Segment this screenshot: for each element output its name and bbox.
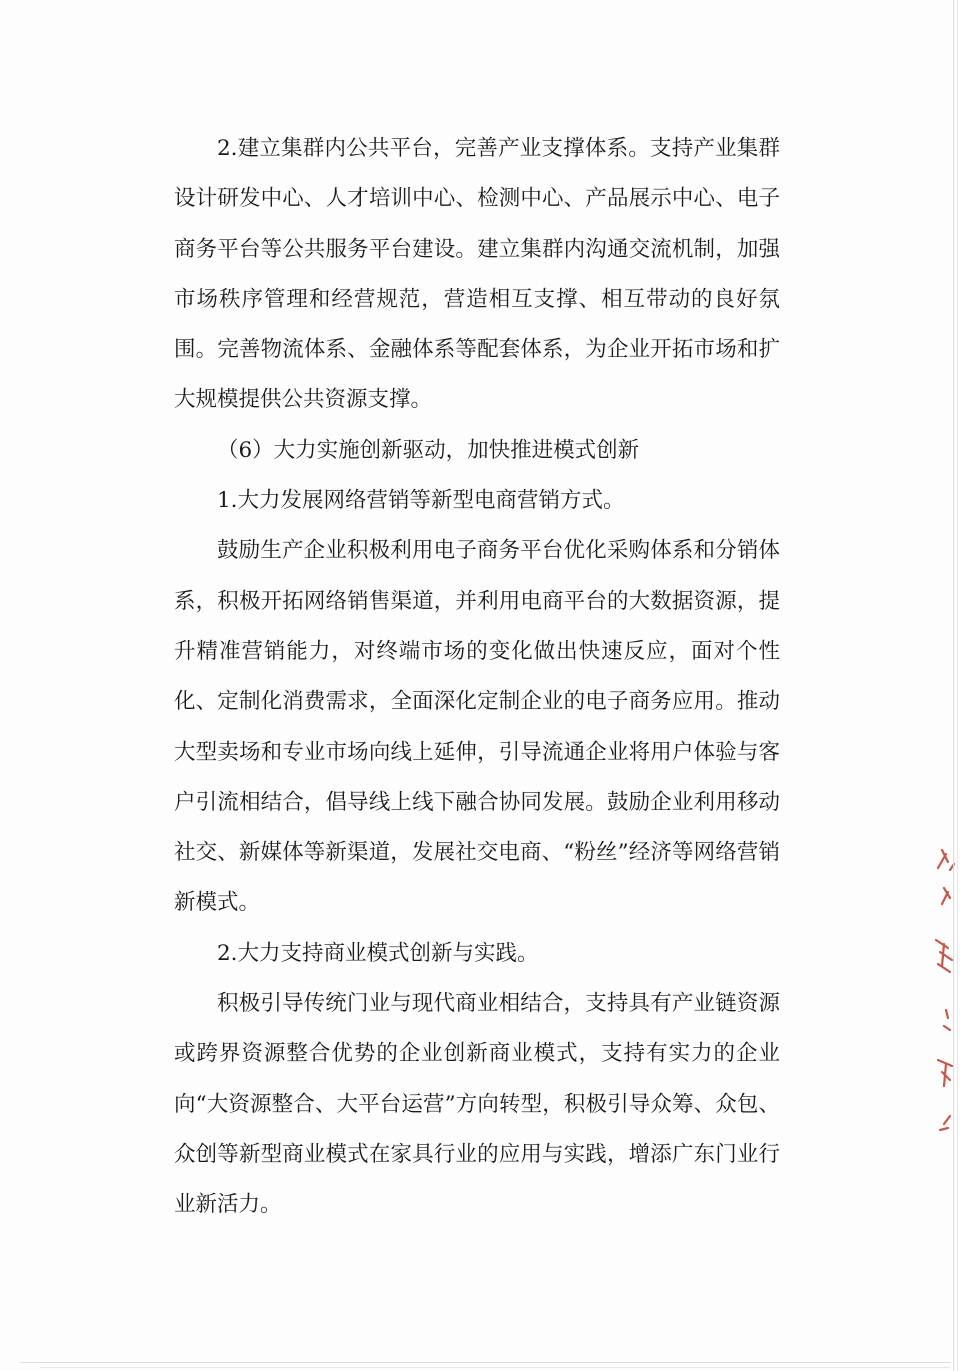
paragraph-business-model: 积极引导传统门业与现代商业相结合，支持具有产业链资源或跨界资源整合优势的企业创新商业模式，支持有实力的企业向“大资源整合、大平台运营”方向转型，积极引导众筹、众包、众创等新型商业模式在家具行业的应用与实践，增添广东门业行业新活力。 — [174, 991, 780, 1218]
paper-edge-bottom — [20, 1362, 950, 1363]
section-heading-innovation: （6）大力实施创新驱动，加快推进模式创新 — [217, 437, 640, 463]
paper-edge-right-outer — [957, 0, 958, 1371]
paragraph-public-platform: 2.建立集群内公共平台，完善产业支撑体系。支持产业集群设计研发中心、人才培训中心、检测中心、产品展示中心、电子商务平台等公共服务平台建设。建立集群内沟通交流机制，加强市场秩序管理和经营规范，营造相互支撑、相互带动的良好氛围。完善物流体系、金融体系等配套体系，为企业开拓市场和扩大规模提供公共资源支撑。 — [174, 136, 780, 413]
paper-edge-right — [953, 0, 954, 1371]
subheading-business-model: 2.大力支持商业模式创新与实践。 — [217, 940, 539, 966]
paragraph-network-marketing: 鼓励生产企业积极利用电子商务平台优化采购体系和分销体系，积极开拓网络销售渠道，并利用电商平台的大数据资源，提升精准营销能力，对终端市场的变化做出快速反应，面对个性化、定制化消费需求，全面深化定制企业的电子商务应用。推动大型卖场和专业市场向线上延伸，引导流通企业将用户体验与客户引流相结合，倡导线上线下融合协同发展。鼓励企业利用移动社交、新媒体等新渠道，发展社交电商、“粉丝”经济等网络营销新模式。 — [174, 538, 780, 916]
document-body — [174, 124, 780, 1231]
paper-edge-bottom-outer — [40, 1367, 950, 1368]
subheading-network-marketing: 1.大力发展网络营销等新型电商营销方式。 — [217, 488, 625, 514]
